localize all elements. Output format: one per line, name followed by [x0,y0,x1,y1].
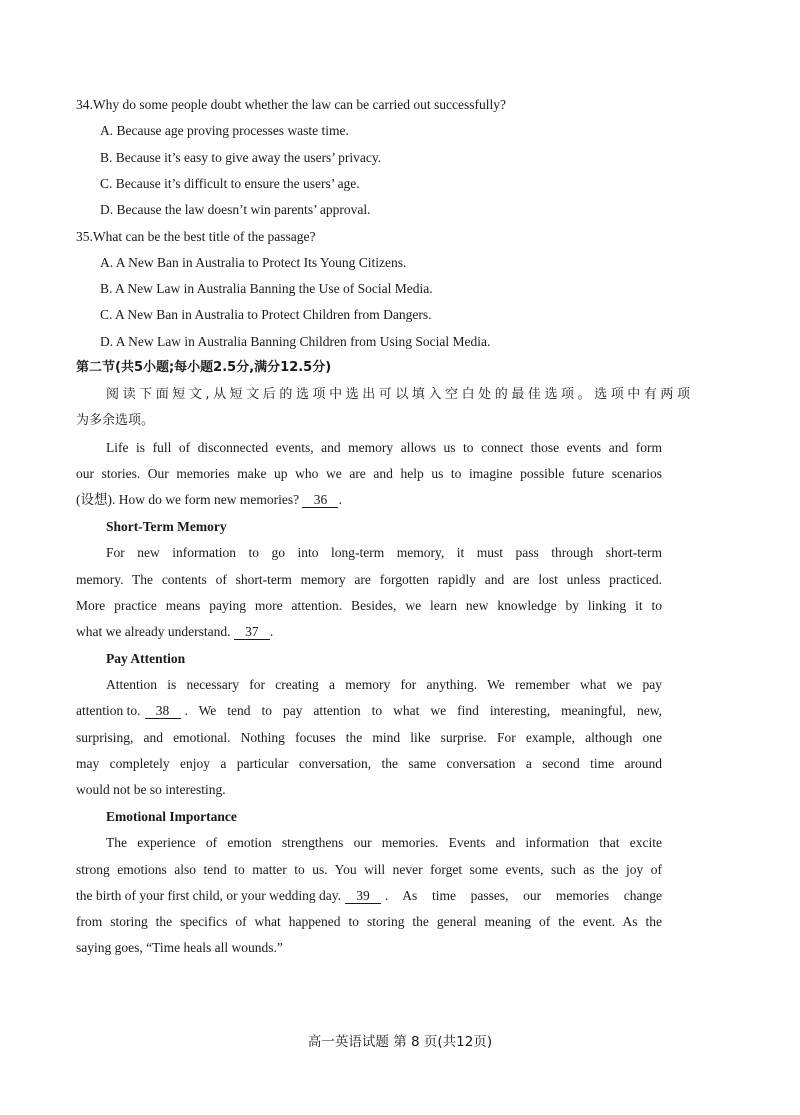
passage-line: Attention is necessary for creating a memory for anything. We remember what we pay [106,677,662,692]
blank-37[interactable]: 37 [234,624,270,640]
question-35-stem: 35.What can be the best title of the passage? [76,229,316,244]
question-34-stem: 34.Why do some people doubt whether the law can be carried out successfully? [76,97,506,112]
passage-line: what we already understand. 37 . [76,624,274,639]
passage-line: For new information to go into long-term memory, it must pass through short-term [106,545,662,560]
passage-line: The experience of emotion strengthens our memories. Events and information that excite [106,835,662,850]
question-34-option-b: B. Because it’s easy to give away the users’ privacy. [100,150,382,165]
page-footer: 高一英语试题 第 8 页(共12页) [307,1034,493,1050]
question-34-option-a: A. Because age proving processes waste time. [100,123,349,138]
passage-line: More practice means paying more attention. Besides, we learn new knowledge by linking it to [76,598,662,613]
subheading-emotional-importance: Emotional Importance [106,809,237,824]
passage-line [76,886,662,906]
passage-line: (设想). How do we form new memories? 36 . [76,492,342,507]
passage-line: Life is full of disconnected events, and memory allows us to connect those events and form [106,440,662,455]
passage-text: attention to. [76,703,141,718]
question-35-option-d: D. A New Law in Australia Banning Children from Using Social Media. [100,334,491,349]
question-35-option-b: B. A New Law in Australia Banning the Use of Social Media. [100,281,433,296]
passage-line: surprising, and emotional. Nothing focuses the mind like surprise. For example, although one [76,730,662,745]
subheading-pay-attention: Pay Attention [106,651,186,666]
question-34-option-c: C. Because it’s difficult to ensure the users’ age. [100,176,360,191]
passage-text: . As time passes, our memories change [384,888,662,903]
passage-line: saying goes, “Time heals all wounds.” [76,940,283,955]
subheading-short-term-memory: Short-Term Memory [106,519,227,534]
question-35-option-a: A. A New Ban in Australia to Protect Its Young Citizens. [100,255,407,270]
passage-text: what we already understand. [76,624,231,639]
passage-line: strong emotions also tend to matter to us. You will never forget some events, such as the joy of [76,862,662,877]
section-instructions-line2: 为多余选项。 [76,413,155,428]
passage-text: . We tend to pay attention to what we find interesting, meaningful, new, [184,703,662,718]
passage-line: may completely enjoy a particular conversation, the same conversation a second time around [76,756,662,771]
passage-line: would not be so interesting. [76,782,226,797]
passage-line [76,701,662,721]
blank-38[interactable]: 38 [145,703,181,719]
passage-line: from storing the specifics of what happened to storing the general meaning of the event. As the [76,914,662,929]
passage-text: (设想). How do we form new memories? [76,492,300,507]
section-heading: 第二节(共5小题;每小题2.5分,满分12.5分) [76,360,332,375]
blank-36[interactable]: 36 [302,492,338,508]
section-instructions-line1: 阅读下面短文,从短文后的选项中选出可以填入空白处的最佳选项。选项中有两项 [106,387,690,402]
passage-text: the birth of your first child, or your wedding day. [76,888,341,903]
question-35-option-c: C. A New Ban in Australia to Protect Children from Dangers. [100,307,432,322]
blank-39[interactable]: 39 [345,888,381,904]
passage-line: our stories. Our memories make up who we are and help us to imagine possible future scenarios [76,466,662,481]
passage-line: memory. The contents of short-term memory are forgotten rapidly and are lost unless practiced. [76,572,662,587]
question-34-option-d: D. Because the law doesn’t win parents’ approval. [100,202,371,217]
